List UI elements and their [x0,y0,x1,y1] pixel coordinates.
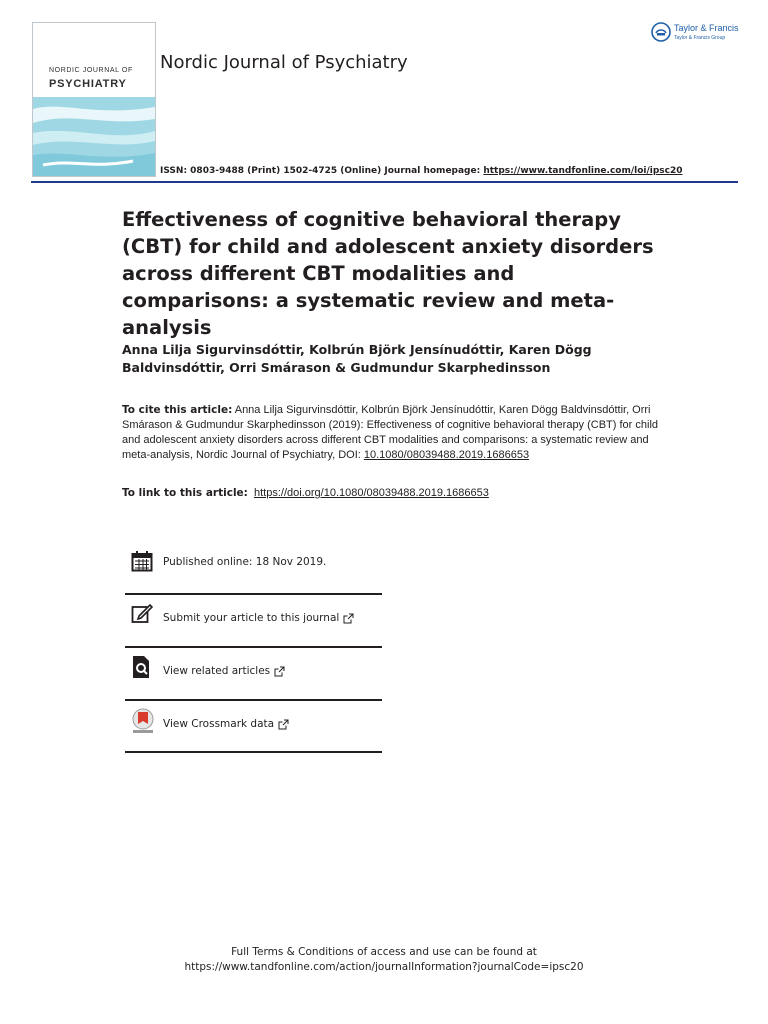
article-link-row [122,487,489,499]
related-articles-label: View related articles [163,665,271,677]
journal-homepage-link[interactable]: https://www.tandfonline.com/loi/ipsc20 [483,166,683,176]
article-title: Effectiveness of cognitive behavioral therapy (CBT) for child and adolescent anxiety disorders across different CBT modalities and comparisons: a systematic review and meta-analysis [122,208,654,339]
crossmark-link[interactable] [163,718,289,730]
related-articles-row[interactable] [125,649,382,699]
cover-wave-art [33,97,155,176]
crossmark-label: View Crossmark data [163,718,275,730]
citation-label: To cite this article: [122,404,233,416]
submit-article-link[interactable] [163,612,354,624]
publisher-logo[interactable] [651,21,747,47]
divider [125,593,382,595]
article-actions [125,548,382,758]
divider [125,751,382,753]
submit-article-label: Submit your article to this journal [163,612,340,624]
external-link-icon [274,666,285,677]
crossmark-row[interactable] [125,702,382,752]
footer-terms-link[interactable]: https://www.tandfonline.com/action/journalInformation?journalCode=ipsc20 [184,961,584,973]
article-doi-link[interactable]: https://doi.org/10.1080/08039488.2019.1686653 [254,487,489,499]
journal-title: Nordic Journal of Psychiatry [160,52,408,73]
external-link-icon [278,719,289,730]
journal-cover-image [32,22,156,177]
submit-article-row[interactable] [125,596,382,646]
edit-icon [131,602,153,624]
taylor-francis-logo-icon [651,22,671,42]
publisher-name: Taylor & Francis [674,23,739,33]
crossmark-icon [131,708,155,734]
calendar-icon [131,550,153,572]
publisher-subname: Taylor & Francis Group [674,35,726,41]
cover-line1: NORDIC JOURNAL OF [49,67,133,74]
divider [125,699,382,701]
published-row [125,548,382,592]
issn-text: ISSN: 0803-9488 (Print) 1502-4725 (Online) Journal homepage: [160,166,484,176]
link-label: To link to this article: [122,487,248,499]
footer [0,945,768,975]
related-articles-link[interactable] [163,665,285,677]
issn-line [160,166,683,176]
cover-line2: PSYCHIATRY [49,78,127,90]
document-search-icon [131,655,153,679]
citation-doi-link[interactable]: 10.1080/08039488.2019.1686653 [363,449,530,461]
footer-terms-text: Full Terms & Conditions of access and use can be found at [231,946,537,958]
published-label: Published online: 18 Nov 2019. [163,556,327,568]
external-link-icon [343,613,354,624]
header-divider [31,181,738,183]
divider [125,646,382,648]
citation-text: Anna Lilja Sigurvinsdóttir, Kolbrún Björk Jensínudóttir, Karen Dögg Baldvinsdóttir, Orri Smárason & Gudmundur Skarphedinsson (2019): Effectiveness of cognitive behavioral therapy (CBT) for child and adolescent anxiety disorders across different CBT modalities and comparisons: a systematic review and meta-analysis, Nordic Journal of Psychiatry, DOI: [122,404,659,461]
citation-block [122,403,662,463]
article-authors: Anna Lilja Sigurvinsdóttir, Kolbrún Björk Jensínudóttir, Karen Dögg Baldvinsdóttir, Orri Smárason & Gudmundur Skarphedinsson [122,342,592,375]
